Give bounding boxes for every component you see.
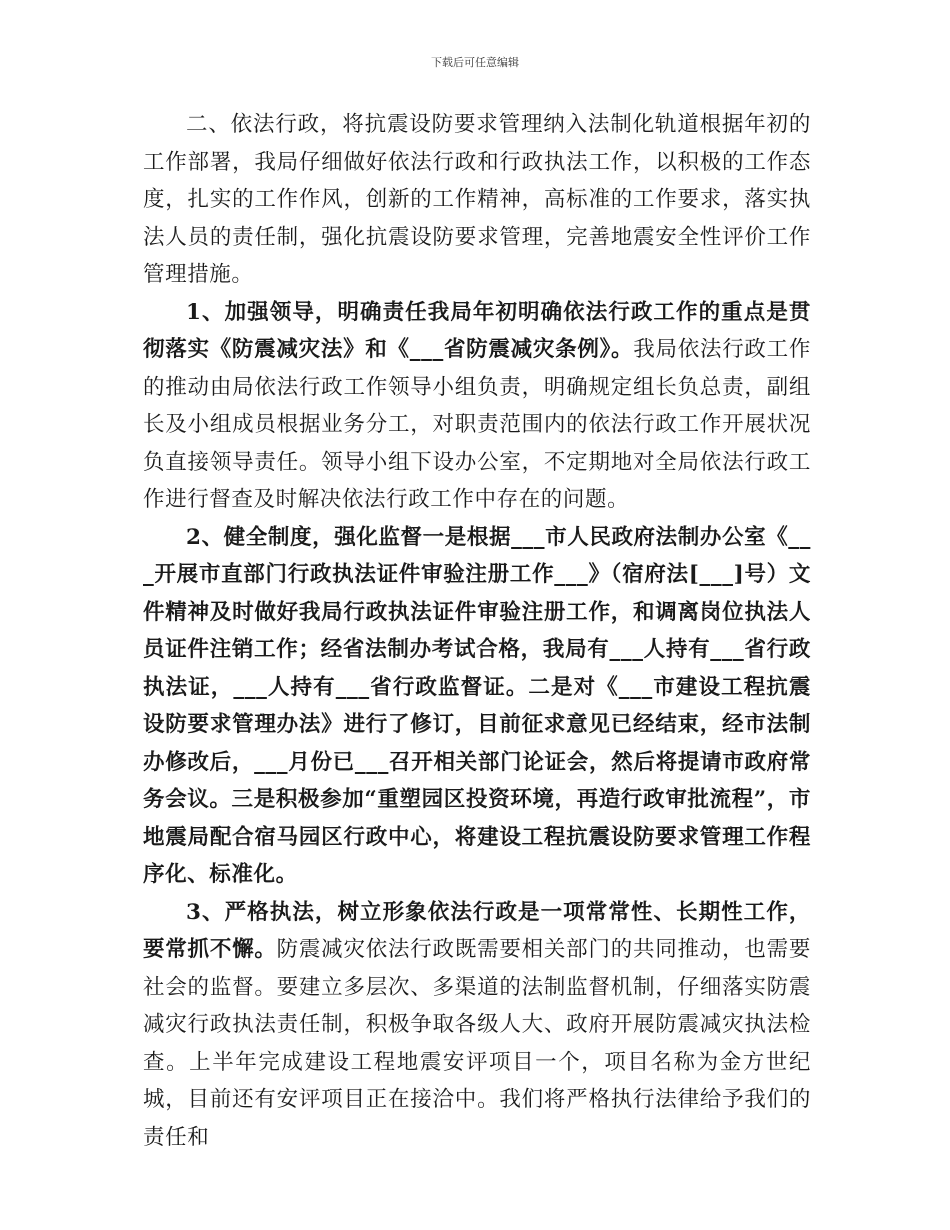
paragraph-strict-enforcement (143, 894, 811, 1157)
paragraph-lead: 2、健全制度，强化监督一是根据___市人民政府法制办公室《___开展市直部门行政执法证件审验注册工作___》（宿府法[___]号）文件精神及时做好我局行政执法证件审验注册工作，和调离岗位执法人员证件注销工作；经省法制办考试合格，我局有___人持有___省行政执法证，___人持有___省行政监督证。二是对《___市建设工程抗震设防要求管理办法》进行了修订，目前征求意见已经结束，经市法制办修改后，___月份已___召开相关部门论证会，然后将提请市政府常务会议。三是积极参加“重塑园区投资环境，再造行政审批流程”，市地震局配合宿马园区行政中心，将建设工程抗震设防要求管理工作程序化、标准化。 (143, 524, 811, 887)
paragraph-leadership (143, 294, 811, 519)
paragraph-text: 防震减灾依法行政既需要相关部门的共同推动，也需要社会的监督。要建立多层次、多渠道的法制监督机制，仔细落实防震减灾行政执法责任制，积极争取各级人大、政府开展防震减灾执法检查。上半年完成建设工程地震安评项目一个，项目名称为金方世纪城，目前还有安评项目正在接洽中。我们将严格执行法律给予我们的责任和 (143, 937, 811, 1150)
paragraph-system-supervision (143, 519, 811, 894)
paragraph-lead: 1、加强领导，明确责任我局年初明确依法行政工作的重点是贯彻落实《防震减灾法》和《___省防震减灾条例》。 (143, 299, 811, 362)
paragraph-text: 二、依法行政，将抗震设防要求管理纳入法制化轨道根据年初的工作部署，我局仔细做好依法行政和行政执法工作，以积极的工作态度，扎实的工作作风，创新的工作精神，高标准的工作要求，落实执法人员的责任制，强化抗震设防要求管理，完善地震安全性评价工作管理措施。 (143, 112, 811, 287)
page-header: 下载后可任意编辑 (431, 56, 519, 69)
paragraph-rule-of-law (143, 106, 811, 294)
paragraph-lead: 3、严格执法，树立形象依法行政是一项常常性、长期性工作，要常抓不懈。 (143, 899, 811, 962)
document-body (143, 106, 811, 1156)
paragraph-text: 我局依法行政工作的推动由局依法行政工作领导小组负责，明确规定组长负总责，副组长及小组成员根据业务分工，对职责范围内的依法行政工作开展状况负直接领导责任。领导小组下设办公室，不定期地对全局依法行政工作进行督查及时解决依法行政工作中存在的问题。 (143, 337, 811, 512)
